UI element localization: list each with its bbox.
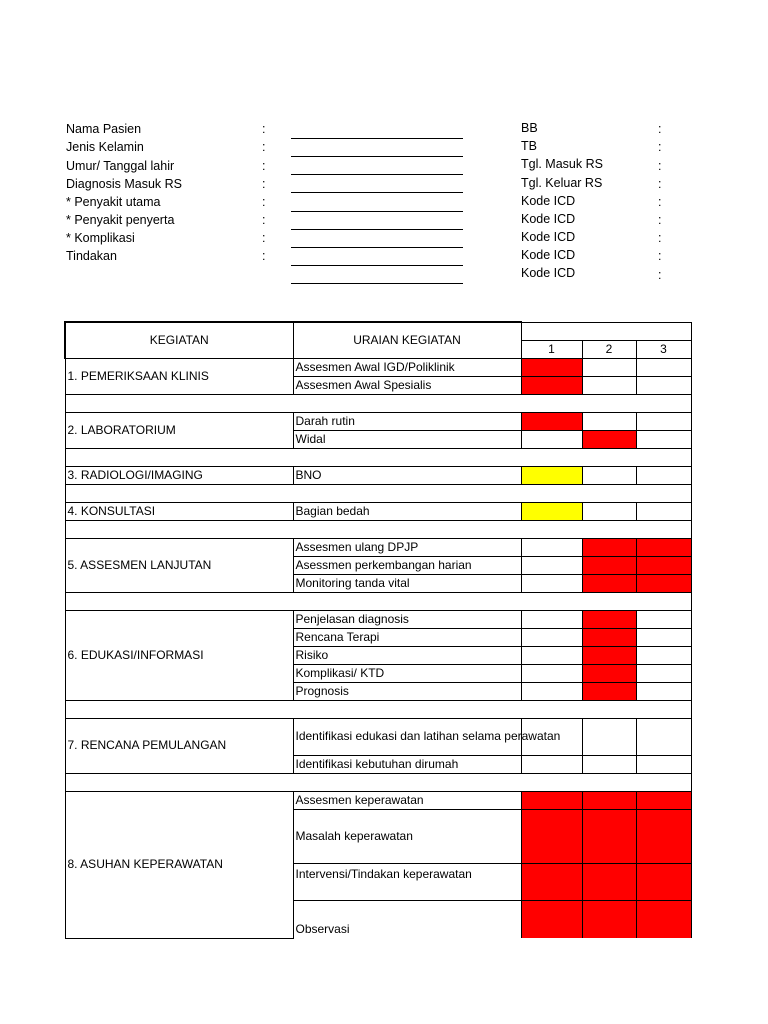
header-day-group (521, 322, 691, 340)
activity-item: Observasi (293, 900, 521, 938)
day-cell[interactable] (582, 358, 636, 376)
activity-item: Assesmen ulang DPJP (293, 538, 521, 556)
section-title: 5. ASSESMEN LANJUTAN (65, 538, 293, 592)
day-cell[interactable] (521, 466, 582, 484)
day-cell[interactable] (636, 682, 691, 700)
day-cell[interactable] (521, 358, 582, 376)
spacer-row (65, 700, 691, 718)
activity-item: Darah rutin (293, 412, 521, 430)
day-cell[interactable] (582, 430, 636, 448)
day-cell[interactable] (636, 538, 691, 556)
activity-item: Assesmen keperawatan (293, 791, 521, 809)
day-cell[interactable] (521, 863, 582, 900)
section-title: 3. RADIOLOGI/IMAGING (65, 466, 293, 484)
section-title: 1. PEMERIKSAAN KLINIS (65, 358, 293, 394)
field-line-diagnosis[interactable] (291, 192, 463, 193)
sep: : (262, 159, 266, 173)
day-cell[interactable] (521, 900, 582, 938)
activity-item: Masalah keperawatan (293, 809, 521, 863)
day-cell[interactable] (521, 682, 582, 700)
section-title: 6. EDUKASI/INFORMASI (65, 610, 293, 700)
day-cell[interactable] (582, 574, 636, 592)
field-line-penyakit-penyerta[interactable] (291, 229, 463, 230)
spacer-row (65, 448, 691, 466)
field-line-nama-pasien[interactable] (291, 138, 463, 139)
sep: : (658, 159, 662, 173)
sep: : (658, 177, 662, 191)
spacer-row (65, 520, 691, 538)
sep: : (262, 177, 266, 191)
field-line-penyakit-utama[interactable] (291, 211, 463, 212)
day-cell[interactable] (636, 809, 691, 863)
day-cell[interactable] (636, 863, 691, 900)
day-cell[interactable] (636, 574, 691, 592)
label-tgl-masuk: Tgl. Masuk RS (521, 157, 603, 171)
day-cell[interactable] (636, 412, 691, 430)
day-cell[interactable] (636, 430, 691, 448)
clinical-pathway-table (64, 321, 692, 939)
activity-item: Identifikasi kebutuhan dirumah (293, 755, 521, 773)
day-cell[interactable] (582, 412, 636, 430)
field-line-jenis-kelamin[interactable] (291, 156, 463, 157)
day-cell[interactable] (582, 664, 636, 682)
header-day-1: 1 (521, 340, 582, 358)
activity-item: Assesmen Awal Spesialis (293, 376, 521, 394)
day-cell[interactable] (521, 376, 582, 394)
sep: : (658, 122, 662, 136)
sep: : (262, 249, 266, 263)
header-uraian: URAIAN KEGIATAN (293, 322, 521, 358)
day-cell[interactable] (521, 538, 582, 556)
label-penyakit-utama: * Penyakit utama (66, 195, 161, 209)
day-cell[interactable] (582, 682, 636, 700)
day-cell[interactable] (582, 755, 636, 773)
day-cell[interactable] (521, 556, 582, 574)
day-cell[interactable] (582, 502, 636, 520)
label-kode-icd-4: Kode ICD (521, 248, 576, 262)
activity-item: Identifikasi edukasi dan latihan selama perawatan (293, 718, 521, 755)
activity-item: Rencana Terapi (293, 628, 521, 646)
label-penyakit-penyerta: * Penyakit penyerta (66, 213, 175, 227)
field-line-komplikasi[interactable] (291, 247, 463, 248)
sep: : (262, 213, 266, 227)
spacer-row (65, 592, 691, 610)
label-nama-pasien: Nama Pasien (66, 122, 142, 136)
label-jenis-kelamin: Jenis Kelamin (66, 140, 144, 154)
day-cell[interactable] (521, 791, 582, 809)
spacer-row (65, 394, 691, 412)
sep: : (262, 195, 266, 209)
day-cell[interactable] (636, 646, 691, 664)
day-cell[interactable] (582, 466, 636, 484)
header-kegiatan: KEGIATAN (65, 322, 293, 358)
day-cell[interactable] (521, 574, 582, 592)
activity-item: Bagian bedah (293, 502, 521, 520)
day-cell[interactable] (636, 376, 691, 394)
activity-item: BNO (293, 466, 521, 484)
day-cell[interactable] (636, 556, 691, 574)
sep: : (262, 231, 266, 245)
day-cell[interactable] (636, 755, 691, 773)
section-title: 2. LABORATORIUM (65, 412, 293, 448)
sep: : (658, 195, 662, 209)
section-title: 8. ASUHAN KEPERAWATAN (65, 791, 293, 938)
day-cell[interactable] (636, 664, 691, 682)
day-cell[interactable] (636, 358, 691, 376)
day-cell[interactable] (521, 430, 582, 448)
day-cell[interactable] (582, 718, 636, 755)
spacer-row (65, 773, 691, 791)
label-kode-icd-3: Kode ICD (521, 230, 576, 244)
day-cell[interactable] (636, 628, 691, 646)
activity-item: Asessmen perkembangan harian (293, 556, 521, 574)
activity-item: Komplikasi/ KTD (293, 664, 521, 682)
day-cell[interactable] (582, 538, 636, 556)
day-cell[interactable] (636, 718, 691, 755)
day-cell[interactable] (636, 900, 691, 938)
header-day-3: 3 (636, 340, 691, 358)
day-cell[interactable] (521, 502, 582, 520)
sep: : (658, 268, 662, 282)
label-diagnosis-masuk: Diagnosis Masuk RS (66, 177, 183, 191)
activity-item: Intervensi/Tindakan keperawatan (293, 863, 521, 900)
day-cell[interactable] (582, 610, 636, 628)
day-cell[interactable] (582, 900, 636, 938)
label-kode-icd-1: Kode ICD (521, 194, 576, 208)
day-cell[interactable] (521, 412, 582, 430)
day-cell[interactable] (582, 556, 636, 574)
day-cell[interactable] (636, 610, 691, 628)
label-kode-icd-2: Kode ICD (521, 212, 576, 226)
day-cell[interactable] (582, 863, 636, 900)
field-line-umur[interactable] (291, 174, 463, 175)
day-cell[interactable] (582, 628, 636, 646)
header-day-2: 2 (582, 340, 636, 358)
sep: : (262, 140, 266, 154)
label-tindakan: Tindakan (66, 249, 117, 263)
label-tb: TB (521, 139, 537, 153)
section-title: 7. RENCANA PEMULANGAN (65, 718, 293, 773)
day-cell[interactable] (521, 809, 582, 863)
activity-item: Monitoring tanda vital (293, 574, 521, 592)
activity-item: Risiko (293, 646, 521, 664)
section-title: 4. KONSULTASI (65, 502, 293, 520)
day-cell[interactable] (582, 376, 636, 394)
label-tgl-keluar: Tgl. Keluar RS (521, 176, 603, 190)
day-cell[interactable] (521, 628, 582, 646)
day-cell[interactable] (521, 755, 582, 773)
day-cell[interactable] (636, 791, 691, 809)
label-umur: Umur/ Tanggal lahir (66, 159, 175, 173)
sep: : (658, 231, 662, 245)
label-kode-icd-5: Kode ICD (521, 266, 576, 280)
day-cell[interactable] (582, 809, 636, 863)
label-komplikasi: * Komplikasi (66, 231, 135, 245)
day-cell[interactable] (582, 791, 636, 809)
activity-item: Assesmen Awal IGD/Poliklinik (293, 358, 521, 376)
sep: : (262, 122, 266, 136)
label-bb: BB (521, 121, 538, 135)
day-cell[interactable] (521, 646, 582, 664)
activity-item: Penjelasan diagnosis (293, 610, 521, 628)
day-cell[interactable] (521, 664, 582, 682)
spacer-row (65, 484, 691, 502)
field-line-tindakan[interactable] (291, 265, 463, 266)
sep: : (658, 213, 662, 227)
field-line-extra[interactable] (291, 283, 463, 284)
sep: : (658, 140, 662, 154)
day-cell[interactable] (582, 646, 636, 664)
day-cell[interactable] (636, 502, 691, 520)
day-cell[interactable] (521, 610, 582, 628)
sep: : (658, 249, 662, 263)
day-cell[interactable] (636, 466, 691, 484)
activity-item: Widal (293, 430, 521, 448)
activity-item: Prognosis (293, 682, 521, 700)
